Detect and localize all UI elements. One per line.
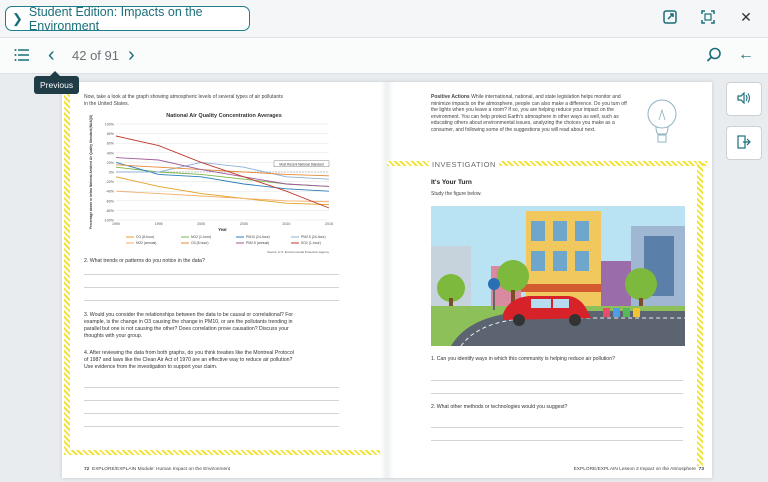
light-bulb-icon [642, 94, 682, 154]
table-of-contents-icon[interactable] [14, 48, 30, 67]
right-footer-text: EXPLORE/EXPLAIN Lesson 3 Impact on the Atmosphere [573, 467, 696, 472]
answer-line[interactable] [84, 274, 339, 275]
question-3: 3. Would you consider the relationships between the data to be causal or correlational? For example, is the change in O3 causing the change in PM10, or are the pollutants trending in parallel but one is not causing the other? Does correlation prove causation? Discuss your thoughts with your group. [84, 312, 293, 339]
y-tick-label: 60% [106, 141, 114, 146]
study-text: Study the figure below. [431, 191, 482, 197]
legend-label: PM2.5 (24-hour) [301, 235, 326, 239]
y-tick-label: -60% [105, 199, 114, 204]
question-4: 4. After reviewing the data from both graphs, do you think treaties like the Montreal Protocol of 1987 and laws like the Clean Air Act of 1970 are an effective way to reduce air pollution? Use evidence from the investigation to support your claim. [84, 350, 294, 370]
right-footer [574, 467, 704, 472]
y-tick-label: -80% [105, 208, 114, 213]
nav-bar [0, 38, 768, 74]
title-pill-button[interactable] [5, 6, 250, 31]
answer-line[interactable] [431, 380, 683, 381]
speaker-icon [737, 92, 751, 107]
back-arrow-icon[interactable]: ← [738, 46, 754, 63]
answer-line[interactable] [84, 300, 339, 301]
x-tick-label: 2005 [239, 222, 248, 226]
question-2: 2. What trends or patterns do you notice in the data? [84, 258, 205, 264]
answer-line[interactable] [84, 287, 339, 288]
answer-line[interactable] [84, 413, 339, 414]
right-page [387, 82, 712, 478]
legend-label: O3 (8-hour) [191, 241, 209, 245]
community-illustration [431, 206, 685, 346]
positive-actions-title: Positive Actions [431, 94, 470, 100]
positive-actions-body: While international, national, and state legislation helps monitor and minimize impacts on the atmosphere, people can also make a difference. Do you turn off the lights when you leave a room? If so, you are helping reduce your impact on the environment. You can help protect Earth's atmosphere in other ways as well, such as educating others about environmental issues, analyzing the choices you make as a consumer, and following some of the suggestions you will read about next. [431, 94, 627, 133]
legend-label: NO2 (1-hour) [191, 235, 211, 239]
legend-label: PM2.5 (annual) [246, 241, 270, 245]
answer-line[interactable] [431, 440, 683, 441]
legend-label: NO2 (annual) [136, 241, 157, 245]
right-question-2: 2. What other methods or technologies would you suggest? [431, 404, 568, 410]
next-page-button[interactable]: › [128, 44, 135, 66]
answer-line[interactable] [431, 393, 683, 394]
chevron-right-icon: ❯ [12, 10, 23, 26]
left-footer [84, 467, 230, 472]
series-line [116, 167, 329, 186]
chart-source: Source: U.S. Environmental Protection Agency [266, 250, 329, 254]
y-tick-label: -40% [105, 189, 114, 194]
left-footer-text: EXPLORE/EXPLAIN Module: Human Impact on the Environment [92, 467, 231, 472]
legend-label: PM10 (24-hour) [246, 235, 270, 239]
y-tick-label: 0% [108, 170, 114, 175]
previous-page-button[interactable]: ‹ [48, 44, 55, 66]
exit-icon [737, 135, 751, 152]
right-question-1: 1. Can you identify ways in which this community is helping reduce air pollution? [431, 356, 615, 362]
fullscreen-icon[interactable] [700, 9, 716, 25]
y-tick-label: 20% [106, 160, 114, 165]
answer-line[interactable] [431, 427, 683, 428]
right-page-number: 73 [698, 467, 704, 472]
positive-actions-text [431, 94, 629, 134]
y-tick-label: 100% [104, 122, 114, 127]
previous-tooltip: Previous [34, 76, 79, 94]
legend-label: SO2 (1-hour) [301, 241, 321, 245]
right-border-hatch [697, 161, 703, 466]
answer-line[interactable] [84, 387, 339, 388]
read-aloud-button[interactable] [726, 82, 762, 116]
book-spread [62, 82, 712, 478]
x-tick-label: 2010 [282, 222, 291, 226]
standard-label: Most Recent National Standard [279, 162, 324, 167]
x-tick-label: 1990 [112, 222, 120, 226]
open-external-icon[interactable] [662, 9, 678, 25]
legend-label: CO (8-hour) [136, 235, 155, 239]
y-tick-label: -20% [105, 180, 114, 185]
search-icon[interactable] [706, 47, 722, 68]
chart-title: National Air Quality Concentration Averages [166, 113, 282, 119]
x-axis-label: Year [218, 227, 227, 232]
x-tick-label: 2000 [197, 222, 206, 226]
top-bar [0, 0, 768, 38]
investigation-label: INVESTIGATION [429, 160, 499, 169]
answer-line[interactable] [84, 400, 339, 401]
left-border-hatch [64, 84, 70, 454]
close-icon[interactable]: ✕ [740, 8, 752, 25]
its-your-turn-title: It's Your Turn [431, 179, 472, 186]
intro-text: Now, take a look at the graph showing atmospheric levels of several types of air pollutants in the United States. [84, 94, 283, 107]
page-indicator: 42 of 91 [72, 48, 119, 63]
bottom-border-hatch [64, 450, 384, 455]
x-tick-label: 1995 [154, 222, 163, 226]
left-page-number: 72 [84, 467, 90, 472]
exit-button[interactable] [726, 126, 762, 160]
y-axis-label: Percentage above or below National Ambient Air Quality Standard (NAAQS) [89, 114, 93, 230]
series-line [116, 177, 329, 205]
x-tick-label: 2015 [325, 222, 333, 226]
left-page [62, 82, 387, 478]
y-tick-label: 80% [106, 132, 114, 137]
air-quality-chart [84, 110, 344, 260]
y-tick-label: -100% [103, 218, 114, 223]
answer-line[interactable] [84, 426, 339, 427]
y-tick-label: 40% [106, 151, 114, 156]
page-title: Student Edition: Impacts on the Environment [28, 4, 203, 33]
series-line [116, 191, 329, 202]
